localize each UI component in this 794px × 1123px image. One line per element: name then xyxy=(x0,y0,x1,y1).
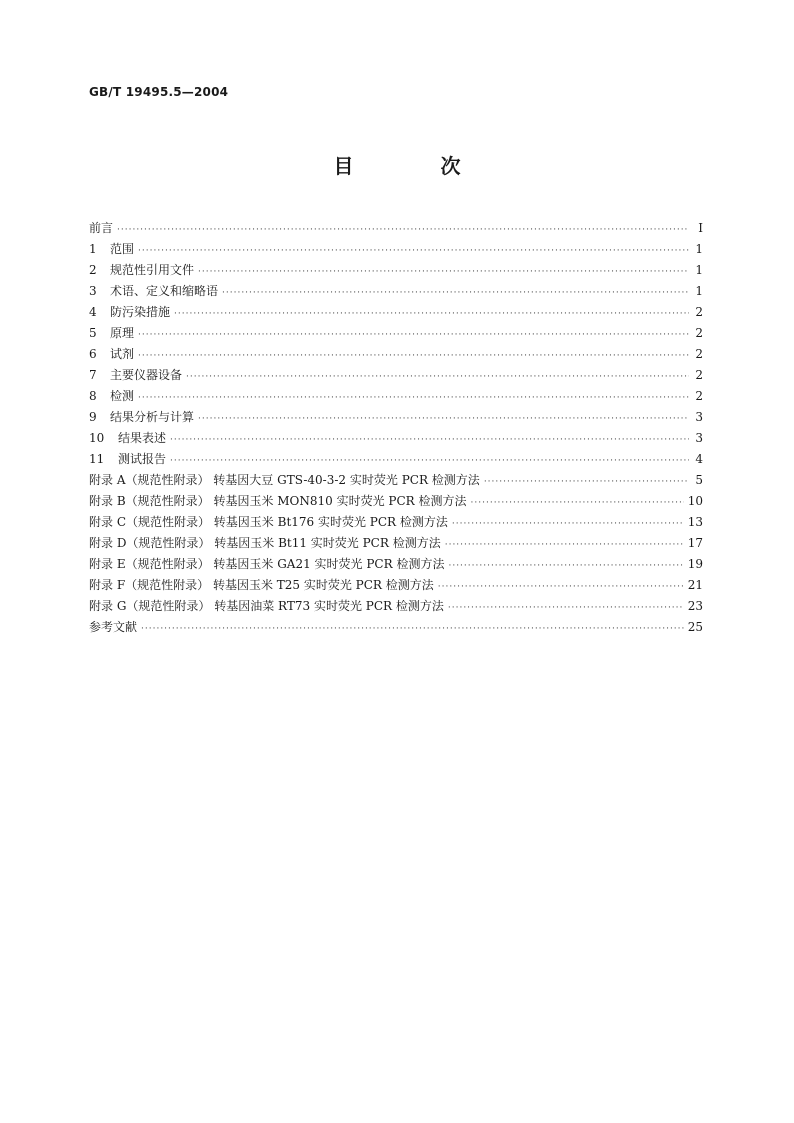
toc-entry-label xyxy=(89,365,182,386)
toc-dot-leader xyxy=(186,367,689,388)
toc-entry[interactable] xyxy=(89,533,703,554)
toc-entry-label xyxy=(89,260,194,281)
toc-dot-leader xyxy=(448,598,684,619)
toc-page-number: 2 xyxy=(695,347,703,361)
toc-entry-number: 2 xyxy=(89,263,97,277)
toc-page-number: 23 xyxy=(687,599,703,613)
toc-entry-label xyxy=(89,428,166,449)
toc-entry-label xyxy=(89,386,134,407)
toc-entry-text: 主要仪器设备 xyxy=(110,368,183,382)
toc-page-number: 5 xyxy=(695,473,703,487)
toc-page-number: 13 xyxy=(687,515,703,529)
toc-dot-leader xyxy=(445,535,684,556)
toc-entry-label xyxy=(89,491,467,512)
toc-page-number: 2 xyxy=(695,389,703,403)
toc-entry-label xyxy=(89,449,166,470)
toc-entry-label xyxy=(89,470,480,491)
toc-entry-label xyxy=(89,281,218,302)
toc-entry[interactable] xyxy=(89,218,703,239)
toc-entry-text: 防污染措施 xyxy=(110,305,171,319)
toc-dot-leader xyxy=(117,220,689,241)
standard-code: GB/T 19495.5—2004 xyxy=(89,85,229,99)
toc-entry[interactable] xyxy=(89,428,703,449)
toc-entry-number: 1 xyxy=(89,242,97,256)
toc-entry-text: 附录 B（规范性附录） 转基因玉米 MON810 实时荧光 PCR 检测方法 xyxy=(89,494,467,508)
toc-dot-leader xyxy=(438,577,684,598)
toc-page-number: 1 xyxy=(695,284,703,298)
toc-dot-leader xyxy=(471,493,684,514)
toc-entry[interactable] xyxy=(89,239,703,260)
toc-entry[interactable] xyxy=(89,512,703,533)
toc-entry-label xyxy=(89,512,448,533)
toc-entry-text: 前言 xyxy=(89,221,114,235)
toc-page-number: 19 xyxy=(687,557,703,571)
toc-entry-text: 结果表述 xyxy=(118,431,167,445)
toc-page-number: I xyxy=(698,221,703,235)
toc-entry-number: 11 xyxy=(89,452,105,466)
table-of-contents xyxy=(89,218,703,638)
toc-entry-text: 附录 E（规范性附录） 转基因玉米 GA21 实时荧光 PCR 检测方法 xyxy=(89,557,445,571)
toc-entry-label xyxy=(89,533,441,554)
toc-entry[interactable] xyxy=(89,575,703,596)
toc-entry-text: 规范性引用文件 xyxy=(110,263,195,277)
toc-dot-leader xyxy=(141,619,684,640)
toc-entry-label xyxy=(89,302,170,323)
toc-entry-number: 9 xyxy=(89,410,97,424)
toc-entry-text: 术语、定义和缩略语 xyxy=(110,284,219,298)
toc-page-number: 3 xyxy=(695,431,703,445)
toc-entry[interactable] xyxy=(89,260,703,281)
toc-dot-leader xyxy=(174,304,689,325)
toc-entry-number: 6 xyxy=(89,347,97,361)
toc-entry[interactable] xyxy=(89,554,703,575)
toc-entry-number: 3 xyxy=(89,284,97,298)
toc-entry[interactable] xyxy=(89,407,703,428)
toc-page-number: 10 xyxy=(687,494,703,508)
toc-dot-leader xyxy=(484,472,689,493)
toc-entry-label xyxy=(89,344,134,365)
toc-entry[interactable] xyxy=(89,596,703,617)
toc-entry-number: 4 xyxy=(89,305,97,319)
toc-entry[interactable] xyxy=(89,323,703,344)
toc-entry-text: 试剂 xyxy=(110,347,135,361)
toc-entry-label xyxy=(89,239,134,260)
toc-dot-leader xyxy=(138,325,689,346)
toc-entry-text: 附录 G（规范性附录） 转基因油菜 RT73 实时荧光 PCR 检测方法 xyxy=(89,599,444,613)
toc-entry-text: 测试报告 xyxy=(118,452,167,466)
toc-dot-leader xyxy=(170,430,689,451)
toc-entry-text: 附录 A（规范性附录） 转基因大豆 GTS-40-3-2 实时荧光 PCR 检测方法 xyxy=(89,473,480,487)
toc-page-number: 17 xyxy=(687,536,703,550)
toc-entry-number: 7 xyxy=(89,368,97,382)
toc-entry[interactable] xyxy=(89,365,703,386)
toc-entry[interactable] xyxy=(89,449,703,470)
toc-dot-leader xyxy=(138,241,689,262)
toc-dot-leader xyxy=(198,409,689,430)
toc-dot-leader xyxy=(222,283,689,304)
toc-page-number: 4 xyxy=(695,452,703,466)
toc-dot-leader xyxy=(138,388,689,409)
toc-entry-label xyxy=(89,218,113,239)
toc-entry[interactable] xyxy=(89,281,703,302)
toc-entry-text: 参考文献 xyxy=(89,620,138,634)
toc-entry[interactable] xyxy=(89,344,703,365)
toc-entry-number: 10 xyxy=(89,431,105,445)
toc-dot-leader xyxy=(170,451,689,472)
toc-page-number: 2 xyxy=(695,305,703,319)
page-title: 目 次 xyxy=(333,154,501,178)
toc-entry[interactable] xyxy=(89,617,703,638)
toc-page-number: 1 xyxy=(695,263,703,277)
toc-entry-label xyxy=(89,575,434,596)
toc-dot-leader xyxy=(448,556,683,577)
toc-page-number: 2 xyxy=(695,326,703,340)
toc-entry-number: 8 xyxy=(89,389,97,403)
toc-dot-leader xyxy=(452,514,684,535)
toc-entry-text: 检测 xyxy=(110,389,135,403)
toc-entry-text: 结果分析与计算 xyxy=(110,410,195,424)
toc-page-number: 1 xyxy=(695,242,703,256)
toc-dot-leader xyxy=(198,262,689,283)
toc-page-number: 21 xyxy=(687,578,703,592)
toc-page-number: 2 xyxy=(695,368,703,382)
toc-entry[interactable] xyxy=(89,302,703,323)
toc-entry-text: 原理 xyxy=(110,326,135,340)
toc-entry-text: 附录 D（规范性附录） 转基因玉米 Bt11 实时荧光 PCR 检测方法 xyxy=(89,536,441,550)
toc-entry-label xyxy=(89,617,137,638)
toc-entry-label xyxy=(89,323,134,344)
toc-entry-label xyxy=(89,407,194,428)
toc-page-number: 3 xyxy=(695,410,703,424)
toc-dot-leader xyxy=(138,346,689,367)
toc-entry-text: 范围 xyxy=(110,242,135,256)
toc-page-number: 25 xyxy=(687,620,703,634)
toc-entry[interactable] xyxy=(89,386,703,407)
toc-entry-text: 附录 C（规范性附录） 转基因玉米 Bt176 实时荧光 PCR 检测方法 xyxy=(89,515,448,529)
toc-entry-text: 附录 F（规范性附录） 转基因玉米 T25 实时荧光 PCR 检测方法 xyxy=(89,578,434,592)
toc-entry-number: 5 xyxy=(89,326,97,340)
toc-entry-label xyxy=(89,596,444,617)
toc-entry[interactable] xyxy=(89,470,703,491)
toc-entry-label xyxy=(89,554,444,575)
toc-entry[interactable] xyxy=(89,491,703,512)
